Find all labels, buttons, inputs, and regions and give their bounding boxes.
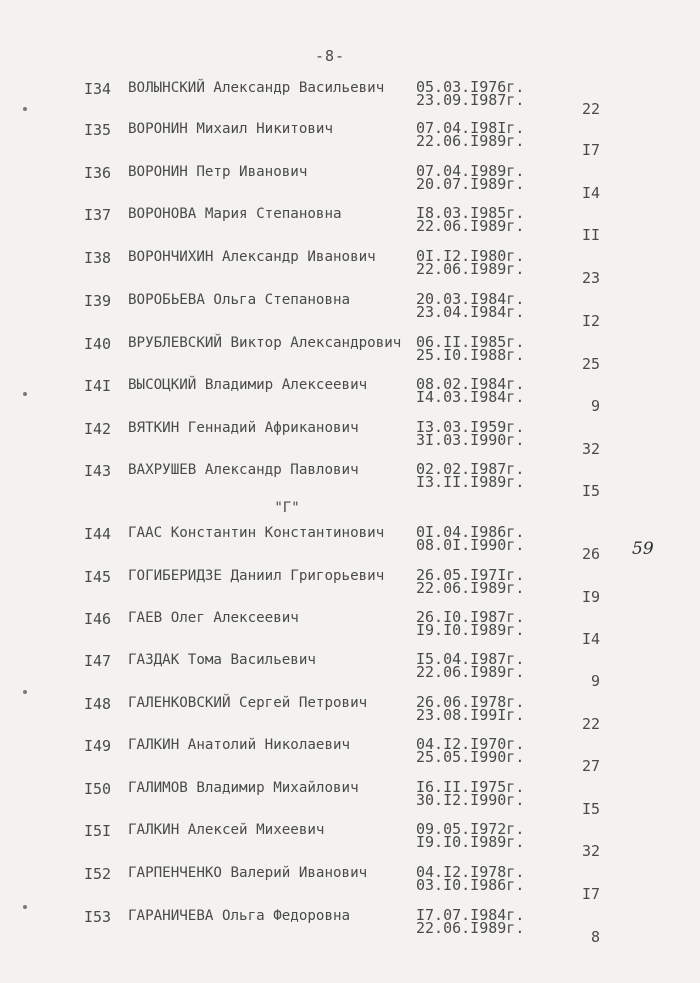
record-number: I45 <box>84 568 112 586</box>
person-name: ВОЛЫНСКИЙ Александр Васильевич <box>128 80 385 96</box>
start-date: 04.I2.I978г. <box>416 863 525 881</box>
record-row <box>0 610 700 650</box>
punch-hole-mark <box>23 690 27 694</box>
person-name: ГАРАНИЧЕВА Ольга Федоровна <box>128 908 351 924</box>
record-row <box>0 568 700 608</box>
record-row <box>0 420 700 460</box>
start-date: 05.03.I976г. <box>416 78 525 96</box>
end-date: I4.03.I984г. <box>416 388 525 406</box>
start-date: 08.02.I984г. <box>416 375 525 393</box>
punch-hole-mark <box>23 905 27 909</box>
person-name: ВОРОНИН Михаил Никитович <box>128 121 333 137</box>
record-number: I42 <box>84 420 112 438</box>
start-date: I8.03.I985г. <box>416 204 525 222</box>
start-date: 07.04.I989г. <box>416 162 525 180</box>
start-date: 04.I2.I970г. <box>416 735 525 753</box>
start-date: 06.II.I985г. <box>416 333 525 351</box>
record-number: I52 <box>84 865 112 883</box>
record-count: I9 <box>581 588 600 606</box>
record-row <box>0 249 700 289</box>
record-number: I34 <box>84 80 112 98</box>
person-name: ВОРОНЧИХИН Александр Иванович <box>128 249 376 265</box>
record-row <box>0 80 700 120</box>
person-name: ГАЗДАК Тома Васильевич <box>128 652 316 668</box>
record-count: 32 <box>581 440 600 458</box>
person-name: ВЫСОЦКИЙ Владимир Алексеевич <box>128 377 368 393</box>
record-row <box>0 652 700 692</box>
start-date: 09.05.I972г. <box>416 820 525 838</box>
record-row <box>0 462 700 502</box>
record-number: I38 <box>84 249 112 267</box>
end-date: 22.06.I989г. <box>416 663 525 681</box>
end-date: 23.04.I984г. <box>416 303 525 321</box>
end-date: I9.I0.I989г. <box>416 621 525 639</box>
record-number: I40 <box>84 335 112 353</box>
person-name: ГАЕВ Олег Алексеевич <box>128 610 299 626</box>
person-name: ГАЛКИН Анатолий Николаевич <box>128 737 351 753</box>
start-date: 07.04.I98Iг. <box>416 119 525 137</box>
end-date: 22.06.I989г. <box>416 579 525 597</box>
record-number: I53 <box>84 908 112 926</box>
record-row <box>0 292 700 332</box>
record-count: I7 <box>581 885 600 903</box>
record-count: 32 <box>581 842 600 860</box>
record-number: I39 <box>84 292 112 310</box>
record-number: I36 <box>84 164 112 182</box>
start-date: 26.06.I978г. <box>416 693 525 711</box>
start-date: 0I.I2.I980г. <box>416 247 525 265</box>
record-count: 22 <box>581 715 600 733</box>
end-date: I3.II.I989г. <box>416 473 525 491</box>
end-date: I9.I0.I989г. <box>416 833 525 851</box>
record-count: 23 <box>581 269 600 287</box>
start-date: 0I.04.I986г. <box>416 523 525 541</box>
end-date: 23.08.I99Iг. <box>416 706 525 724</box>
record-number: I4I <box>84 377 112 395</box>
end-date: 22.06.I989г. <box>416 260 525 278</box>
end-date: 08.0I.I990г. <box>416 536 525 554</box>
person-name: ГААС Константин Константинович <box>128 525 385 541</box>
record-count: 9 <box>590 672 600 690</box>
start-date: I3.03.I959г. <box>416 418 525 436</box>
punch-hole-mark <box>23 107 27 111</box>
record-number: I37 <box>84 206 112 224</box>
end-date: 3I.03.I990г. <box>416 431 525 449</box>
record-row <box>0 121 700 161</box>
record-row <box>0 206 700 246</box>
record-row <box>0 377 700 417</box>
end-date: 22.06.I989г. <box>416 919 525 937</box>
end-date: 23.09.I987г. <box>416 91 525 109</box>
record-count: 8 <box>590 928 600 946</box>
record-row <box>0 780 700 820</box>
person-name: ВОРОНОВА Мария Степановна <box>128 206 342 222</box>
end-date: 20.07.I989г. <box>416 175 525 193</box>
record-count: 26 <box>581 545 600 563</box>
end-date: 03.I0.I986г. <box>416 876 525 894</box>
person-name: ГОГИБЕРИДЗЕ Даниил Григорьевич <box>128 568 385 584</box>
record-number: I5I <box>84 822 112 840</box>
record-count: 27 <box>581 757 600 775</box>
record-count: 25 <box>581 355 600 373</box>
record-number: I43 <box>84 462 112 480</box>
record-number: I50 <box>84 780 112 798</box>
handwritten-margin-note: 59 <box>632 539 654 559</box>
record-count: I5 <box>581 800 600 818</box>
record-row <box>0 737 700 777</box>
record-row <box>0 695 700 735</box>
person-name: ВЯТКИН Геннадий Африканович <box>128 420 359 436</box>
record-count: 9 <box>590 397 600 415</box>
person-name: ГАРПЕНЧЕНКО Валерий Иванович <box>128 865 368 881</box>
person-name: ВОРОБЬЕВА Ольга Степановна <box>128 292 351 308</box>
record-number: I44 <box>84 525 112 543</box>
record-number: I35 <box>84 121 112 139</box>
start-date: 26.05.I97Iг. <box>416 566 525 584</box>
record-row <box>0 335 700 375</box>
start-date: I5.04.I987г. <box>416 650 525 668</box>
record-row <box>0 908 700 948</box>
record-count: II <box>581 226 600 244</box>
person-name: ВОРОНИН Петр Иванович <box>128 164 308 180</box>
start-date: 26.I0.I987г. <box>416 608 525 626</box>
record-number: I47 <box>84 652 112 670</box>
record-row <box>0 164 700 204</box>
record-count: 22 <box>581 100 600 118</box>
end-date: 30.I2.I990г. <box>416 791 525 809</box>
record-count: I5 <box>581 482 600 500</box>
end-date: 22.06.I989г. <box>416 217 525 235</box>
end-date: 22.06.I989г. <box>416 132 525 150</box>
section-heading-letter: "Г" <box>274 500 300 516</box>
person-name: ГАЛКИН Алексей Михеевич <box>128 822 325 838</box>
record-count: I7 <box>581 141 600 159</box>
record-number: I46 <box>84 610 112 628</box>
end-date: 25.05.I990г. <box>416 748 525 766</box>
record-row <box>0 822 700 862</box>
start-date: I7.07.I984г. <box>416 906 525 924</box>
record-number: I48 <box>84 695 112 713</box>
record-count: I4 <box>581 184 600 202</box>
person-name: ГАЛИМОВ Владимир Михайлович <box>128 780 359 796</box>
punch-hole-mark <box>23 392 27 396</box>
person-name: ВРУБЛЕВСКИЙ Виктор Александрович <box>128 335 402 351</box>
record-row <box>0 525 700 565</box>
person-name: ГАЛЕНКОВСКИЙ Сергей Петрович <box>128 695 368 711</box>
start-date: I6.II.I975г. <box>416 778 525 796</box>
start-date: 02.02.I987г. <box>416 460 525 478</box>
start-date: 20.03.I984г. <box>416 290 525 308</box>
end-date: 25.I0.I988г. <box>416 346 525 364</box>
person-name: ВАХРУШЕВ Александр Павлович <box>128 462 359 478</box>
record-count: I4 <box>581 630 600 648</box>
record-row <box>0 865 700 905</box>
record-count: I2 <box>581 312 600 330</box>
record-number: I49 <box>84 737 112 755</box>
page-number: -8- <box>314 47 346 65</box>
